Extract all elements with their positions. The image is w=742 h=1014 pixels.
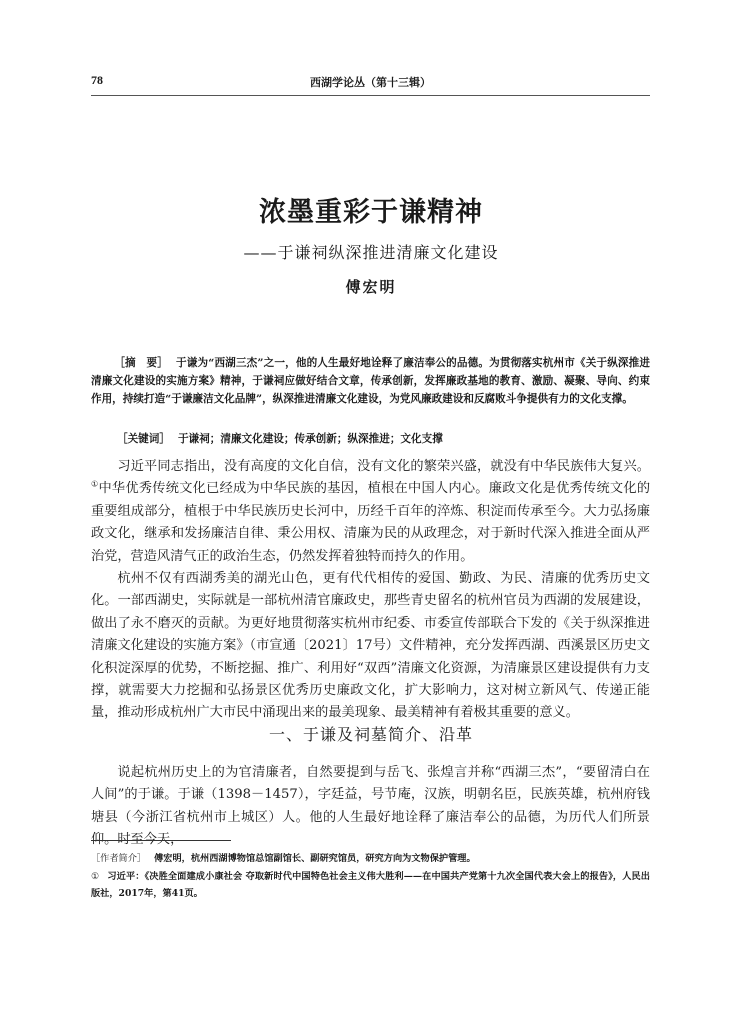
- paragraph-1-text: 习近平同志指出，没有高度的文化自信，没有文化的繁荣兴盛，就没有中华民族伟大复兴。: [117, 459, 650, 474]
- footnote-ref-1[interactable]: ①: [91, 480, 99, 490]
- footnote-1-text: 习近平：《决胜全面建成小康社会 夺取新时代中国特色社会主义伟大胜利——在中国共产党第十九次全国代表大会上的报告》，人民出版社，2017年，第41页。: [91, 871, 650, 899]
- article-subtitle: ——于谦祠纵深推进清廉文化建设: [243, 243, 499, 262]
- author-note-text: 傅宏明，杭州西湖博物馆总馆副馆长、副研究馆员，研究方向为文物保护管理。: [154, 853, 476, 864]
- abstract-text: 于谦为“西湖三杰”之一，他的人生最好地诠释了廉洁奉公的品德。为贯彻落实杭州市《关于纵深推进清廉文化建设的实施方案》精神，于谦祠应做好结合文章，传承创新，发挥廉政基地的教育、激励、凝聚、导向、约束作用，持续打造“于谦廉洁文化品牌”，纵深推进清廉文化建设，为党风廉政建设和反腐败斗争提供有力的文化支撑。: [91, 357, 650, 405]
- keywords-text: 于谦祠；清廉文化建设；传承创新；纵深推进；文化支撑: [177, 433, 443, 445]
- abstract: [91, 354, 650, 408]
- abstract-label: ［摘 要］: [114, 357, 168, 369]
- footnote-divider: [91, 840, 231, 841]
- author-note-label: ［作者简介］: [91, 853, 147, 864]
- footnotes: [91, 850, 650, 903]
- article-title: 浓墨重彩于谦精神: [259, 197, 483, 228]
- body-paragraph-3: [91, 762, 650, 852]
- paragraph-1-cont: 中华优秀传统文化已经成为中华民族的基因，植根在中国人内心。廉政文化是优秀传统文化的重要组成部分，植根于中华民族历史长河中，历经千百年的淬炼、积淀而传承至今。大力弘扬廉政文化，继承和发扬廉洁自律、秉公用权、清廉为民的从政理念，对于新时代深入推进全面从严治党，营造风清气正的政治生态，仍然发挥着独特而持久的作用。: [91, 481, 651, 564]
- page-number: 78: [91, 73, 103, 87]
- running-title: 西湖学论丛（第十三辑）: [310, 76, 431, 89]
- paragraph-2-text: 杭州不仅有西湖秀美的湖光山色，更有代代相传的爱国、勤政、为民、清廉的优秀历史文化。一部西湖史，实际就是一部杭州清官廉政史，那些青史留名的杭州官员为西湖的发展建设，做出了永不磨灭的贡献。为更好地贯彻落实杭州市纪委、市委宣传部联合下发的《关于纵深推进清廉文化建设的实施方案》（市宣通〔2021〕17号）文件精神，充分发挥西湖、西溪景区历史文化积淀深厚的优势，不断挖掘、推广、利用好“双西”清廉文化资源，为清廉景区建设提供有力支撑，就需要大力挖掘和弘扬景区优秀历史廉政文化，扩大影响力，这对树立新风气、传递正能量，推动形成杭州广大市民中涌现出来的最美现象、最美精神有着极其重要的意义。: [91, 571, 650, 721]
- body-paragraph-2: [91, 568, 650, 725]
- footnote-1: [91, 868, 650, 902]
- body-paragraph-1: [91, 456, 650, 568]
- paragraph-3-text: 说起杭州历史上的为官清廉者，自然要提到与岳飞、张煌言并称“西湖三杰”，“要留清白在人间”的于谦。于谦（1398－1457），字廷益，号节庵，汉族，明朝名臣，民族英雄，杭州府钱塘县（今浙江省杭州市上城区）人。他的人生最好地诠释了廉洁奉公的品德，为历代人们所景仰。时至今天，: [91, 765, 650, 848]
- keywords-label: ［关键词］: [117, 433, 170, 445]
- keywords: [117, 430, 650, 448]
- page-header: [91, 73, 650, 96]
- footnote-1-marker: ①: [91, 871, 100, 882]
- article-author: 傅宏明: [345, 278, 397, 296]
- author-note: [91, 850, 650, 867]
- section-heading: 一、于谦及祠墓简介、沿革: [268, 725, 473, 744]
